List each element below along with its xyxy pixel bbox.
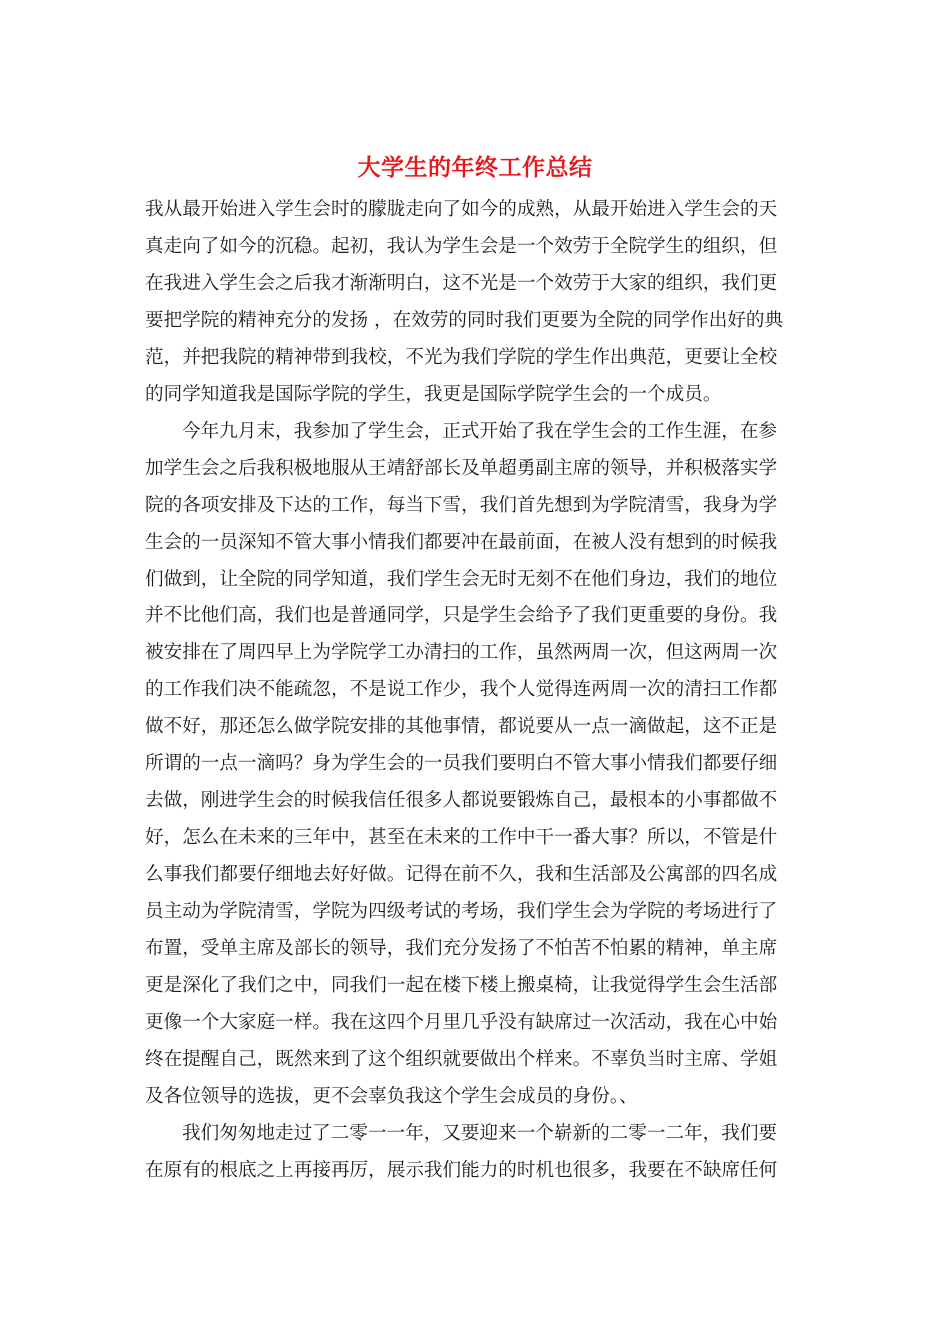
body-text-line: 我们匆匆地走过了二零一一年，又要迎来一个崭新的二零一二年，我们要	[182, 1122, 778, 1144]
body-text-line: 好，怎么在未来的三年中，甚至在未来的工作中干一番大事？所以，不管是什	[145, 827, 778, 849]
body-text-line: 的工作我们决不能疏忽，不是说工作少，我个人觉得连两周一次的清扫工作都	[145, 679, 778, 701]
body-text-line: 去做，刚进学生会的时候我信任很多人都说要锻炼自己，最根本的小事都做不	[145, 790, 778, 812]
body-text-line: 在原有的根底之上再接再厉，展示我们能力的时机也很多，我要在不缺席任何	[145, 1159, 778, 1181]
body-text-line: 真走向了如今的沉稳。起初，我认为学生会是一个效劳于全院学生的组织，但	[145, 235, 778, 257]
body-text-line: 们做到，让全院的同学知道，我们学生会无时无刻不在他们身边，我们的地位	[145, 568, 778, 590]
body-text-line: 被安排在了周四早上为学院学工办清扫的工作，虽然两周一次，但这两周一次	[145, 642, 778, 664]
body-text-line: 及各位领导的选拔，更不会辜负我这个学生会成员的身份。、	[145, 1085, 638, 1107]
body-text-line: 布置，受单主席及部长的领导，我们充分发扬了不怕苦不怕累的精神，单主席	[145, 938, 778, 959]
body-text-line: 要把学院的精神充分的发扬 ，在效劳的同时我们更要为全院的同学作出好的典	[145, 309, 784, 331]
body-text-line: 并不比他们高，我们也是普通同学，只是学生会给予了我们更重要的身份。我	[145, 605, 778, 627]
body-text-line: 员主动为学院清雪，学院为四级考试的考场，我们学生会为学院的考场进行了	[145, 901, 778, 923]
body-text-line: 更是深化了我们之中，同我们一起在楼下楼上搬桌椅，让我觉得学生会生活部	[145, 974, 778, 996]
body-text-line: 我从最开始进入学生会时的朦胧走向了如今的成熟，从最开始进入学生会的天	[145, 199, 778, 220]
body-text-line: 加学生会之后我积极地服从王靖舒部长及单超勇副主席的领导，并积极落实学	[145, 457, 778, 479]
document-title: 大学生的年终工作总结	[357, 154, 593, 181]
body-text-line: 么事我们都要仔细地去好好做。记得在前不久，我和生活部及公寓部的四名成	[145, 864, 778, 886]
body-text-line: 做不好，那还怎么做学院安排的其他事情，都说要从一点一滴做起，这不正是	[145, 716, 778, 738]
body-text-line: 在我进入学生会之后我才渐渐明白，这不光是一个效劳于大家的组织，我们更	[145, 272, 778, 294]
body-text-line: 所谓的一点一滴吗？身为学生会的一员我们要明白不管大事小情我们都要仔细	[145, 753, 778, 775]
body-text-line: 院的各项安排及下达的工作，每当下雪，我们首先想到为学院清雪，我身为学	[145, 494, 778, 516]
body-text-line: 今年九月末，我参加了学生会，正式开始了我在学生会的工作生涯，在参	[182, 420, 778, 442]
body-text-line: 终在提醒自己，既然来到了这个组织就要做出个样来。不辜负当时主席、学姐	[145, 1048, 778, 1070]
body-text-line: 生会的一员深知不管大事小情我们都要冲在最前面，在被人没有想到的时候我	[145, 531, 778, 553]
body-text-line: 的同学知道我是国际学院的学生，我更是国际学院学生会的一个成员。	[145, 383, 722, 405]
body-text-line: 更像一个大家庭一样。我在这四个月里几乎没有缺席过一次活动，我在心中始	[145, 1011, 778, 1033]
body-text-line: 范，并把我院的精神带到我校，不光为我们学院的学生作出典范，更要让全校	[145, 346, 778, 368]
